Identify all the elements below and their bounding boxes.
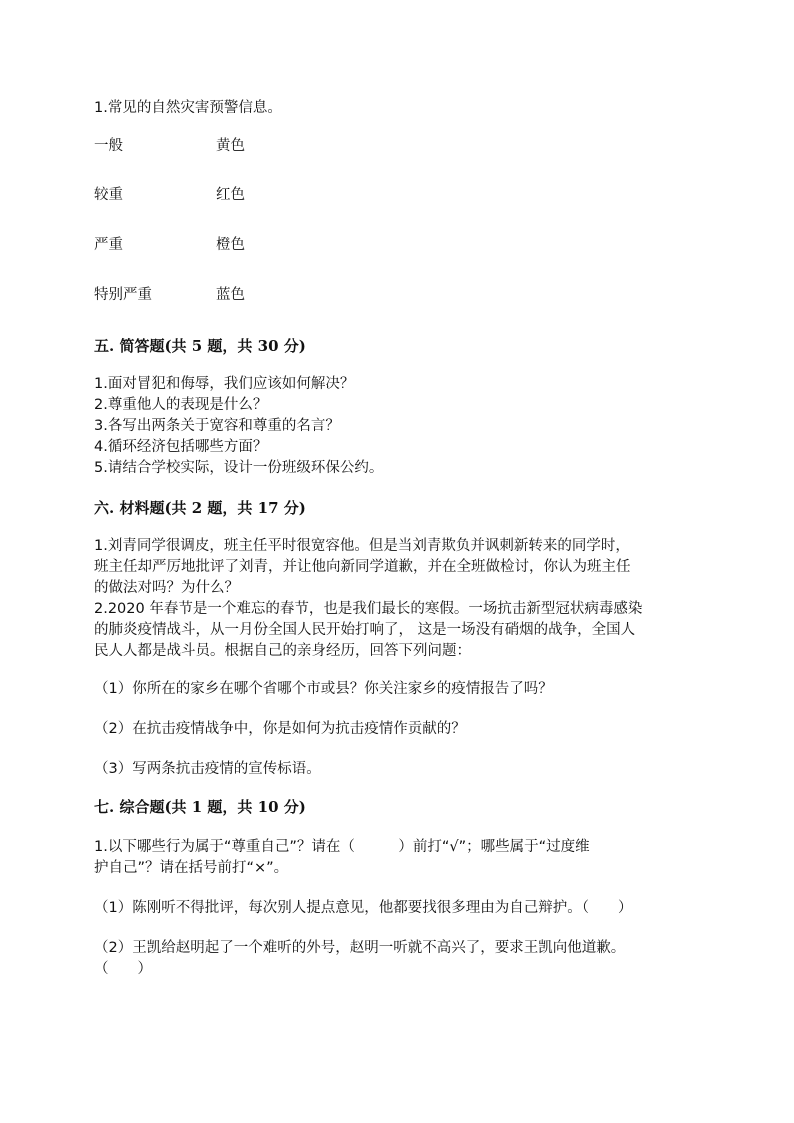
sub-question: （2）王凯给赵明起了一个难听的外号，赵明一听就不高兴了，要求王凯向他道歉。 [94,940,626,956]
question-item: 5.请结合学校实际，设计一份班级环保公约。 [94,460,384,476]
question-item: 2.尊重他人的表现是什么？ [94,397,268,413]
match-row-left: 特别严重 [94,287,152,303]
question-line: 2.2020 年春节是一个难忘的春节，也是我们最长的寒假。一场抗击新型冠状病毒感染 [94,601,643,617]
question-line: 1.以下哪些行为属于“尊重自己”？请在（ ）前打“√”；哪些属于“过度维 [94,839,590,855]
question-line: 民人人都是战斗员。根据自己的亲身经历，回答下列问题： [94,643,471,659]
sub-question: （ ） [94,961,152,977]
question-line: 班主任却严厉地批评了刘青，并让他向新同学道歉，并在全班做检讨，你认为班主任 [94,559,631,575]
sub-question: （1）陈刚听不得批评，每次别人提点意见，他都要找很多理由为自己辩护。（ ） [94,900,633,916]
match-row-right: 红色 [216,187,245,203]
question-item: 3.各写出两条关于宽容和尊重的名言？ [94,418,340,434]
question-line: 的肺炎疫情战斗，从一月份全国人民开始打响了， 这是一场没有硝烟的战争，全国人 [94,622,636,638]
sub-question: （1）你所在的家乡在哪个省哪个市或县？你关注家乡的疫情报告了吗？ [94,681,553,697]
match-row-left: 一般 [94,138,123,154]
question-line: 的做法对吗？为什么？ [94,580,239,596]
question-line: 护自己”？请在括号前打“×”。 [94,860,289,876]
section-heading: 六. 材料题(共 2 题，共 17 分) [94,499,306,517]
match-row-right: 蓝色 [216,287,245,303]
section-heading: 七. 综合题(共 1 题，共 10 分) [94,798,306,816]
question-item: 1.面对冒犯和侮辱，我们应该如何解决？ [94,376,355,392]
match-row-left: 较重 [94,187,123,203]
sub-question: （2）在抗击疫情战争中，你是如何为抗击疫情作贡献的？ [94,721,466,737]
sub-question: （3）写两条抗击疫情的宣传标语。 [94,761,321,777]
question-line: 1.刘青同学很调皮，班主任平时很宽容他。但是当刘青欺负并讽刺新转来的同学时， [94,538,630,554]
match-row-left: 严重 [94,237,123,253]
match-intro: 1.常见的自然灾害预警信息。 [94,100,282,116]
question-item: 4.循环经济包括哪些方面？ [94,439,268,455]
section-heading: 五. 简答题(共 5 题，共 30 分) [94,337,306,355]
match-row-right: 橙色 [216,237,245,253]
match-row-right: 黄色 [216,138,245,154]
